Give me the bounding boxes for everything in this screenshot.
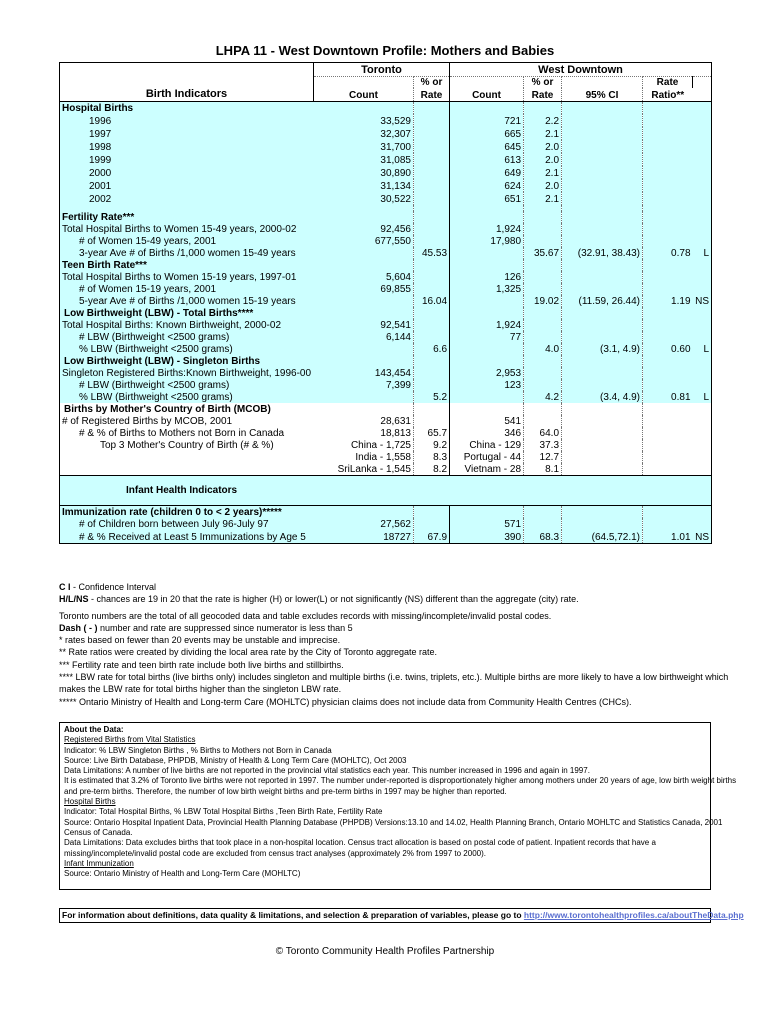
fertility-section: Fertility Rate*** Total Hospital Births to Women 15-49 years, 2000-02 92,456 1,924 # of Women 15-49 years, 2001 677,550 17,980 3-year Ave # of Births /1,000 women 15-49 years 45.53 35.67 (32.91, 38.43) 0.78 L bbox=[60, 211, 712, 259]
ratio-header-2: Ratio** bbox=[643, 88, 693, 101]
about-data-link[interactable]: http://www.torontohealthprofiles.ca/aboutTheData.php bbox=[523, 910, 744, 920]
count-header-2: Count bbox=[450, 88, 524, 101]
lbw-singleton-section: Low Birthweight (LBW) - Singleton Births Singleton Registered Births:Known Birthweight, 1996-00 143,454 2,953 # LBW (Birthweight <2500 grams) 7,399 123 % LBW (Birthweight <2500 grams) 5.2 4.2 (3.4, 4.9) 0.81 L bbox=[60, 355, 712, 403]
table-row: 1998 31,700 645 2.0 bbox=[60, 140, 712, 153]
indicators-table bbox=[59, 62, 712, 544]
ci-header: 95% CI bbox=[562, 88, 643, 101]
immunization-section: Immunization rate (children 0 to < 2 years)***** # of Children born between July 96-July 97 27,562 571 # & % Received at Least 5 Immunizations by Age 5 18727 67.9 390 68.3 (64.5,72.1) 1.01 NS bbox=[60, 505, 712, 543]
pct-header-1: % or bbox=[414, 77, 450, 89]
table-row: 1996 33,529 721 2.2 bbox=[60, 114, 712, 127]
hospital-births-label: Hospital Births bbox=[60, 101, 314, 114]
rate-header-1: Rate bbox=[414, 88, 450, 101]
table-row: 1999 31,085 613 2.0 bbox=[60, 153, 712, 166]
birth-indicators-header: Birth Indicators bbox=[145, 87, 228, 100]
infant-health-heading: Infant Health Indicators bbox=[60, 475, 712, 505]
west-downtown-header: West Downtown bbox=[450, 63, 712, 77]
about-heading: About the Data: bbox=[64, 725, 124, 734]
table-row: 2000 30,890 649 2.1 bbox=[60, 166, 712, 179]
copyright-footer: © Toronto Community Health Profiles Partnership bbox=[275, 946, 495, 957]
ratio-header: Rate bbox=[643, 77, 693, 89]
count-header-1: Count bbox=[314, 88, 414, 101]
table-row: 2002 30,522 651 2.1 bbox=[60, 192, 712, 205]
lbw-total-section: Low Birthweight (LBW) - Total Births**** Total Hospital Births: Known Birthweight, 2000-02 92,541 1,924 # LBW (Birthweight <2500 grams) 6,144 77 % LBW (Birthweight <2500 grams) 6.6 4.0 (3.1, 4.9) 0.60 L bbox=[60, 307, 712, 355]
table-row: 1997 32,307 665 2.1 bbox=[60, 127, 712, 140]
about-the-data-box: About the Data: Registered Births from Vital Statistics Indicator: % LBW Singleton Births , % Births to Mothers not Born in Canada Source: Live Birth Database, PHPDB, Ministry of Health & Long Term Care (MOHLTC), Oct 2003 Data Limitations: A number of live births are not reported in the provincial vital statistics each year. This number increased in 1996 and again in 1997. It is estimated that 3.2% of Toronto live births were not reported in 1997. The number under-reported is disproportionately higher among mothers under 20 years of age, low birth weight births and pre-term births. Therefore, the number of low birth weight births and pre-term births in 1997 may be higher than reported. Hospital Births Indicator: Total Hospital Births, % LBW Total Hospital Births ,Teen Birth Rate, Fertility Rate Source: Ontario Hospital Inpatient Data, Provincial Health Planning Database (PHPDB) Versions:13.10 and 14.02, Health Planning Branch, Ontario MOHLTC and Statistics Canada, 2001 Census of Canada. Data Limitations: Data excludes births that took place in a non-hospital location. Census tract allocation is based on postal code of patient. Inpatient records that have a missing/incomplete/invalid postal code are excluded from census tract analyses (approximately 2% from 1997 to 2000). Infant Immunization Source: Ontario Ministry of Health and Long-Term Care (MOHLTC) bbox=[59, 722, 711, 890]
info-banner: For information about definitions, data quality & limitations, and selection & preparation of variables, please go to http://www.torontohealthprofiles.ca/aboutTheData.php bbox=[59, 908, 711, 923]
hospital-births-section bbox=[60, 101, 712, 211]
pct-header-2: % or bbox=[524, 77, 562, 89]
mcob-section: Births by Mother's Country of Birth (MCOB) # of Registered Births by MCOB, 2001 28,631 541 # & % of Births to Mothers not Born in Canada 18,813 65.7 346 64.0 Top 3 Mother's Country of Birth (# & %) China - 1,725 9.2 China - 129 37.3 India - 1,558 8.3 Portugal - 44 12.7 SriLanka - 1,545 8.2 Vietnam - 28 8.1 bbox=[60, 403, 712, 475]
toronto-header: Toronto bbox=[314, 63, 450, 77]
page-title: LHPA 11 - West Downtown Profile: Mothers and Babies bbox=[215, 43, 555, 58]
rate-header-2: Rate bbox=[524, 88, 562, 101]
table-row: 2001 31,134 624 2.0 bbox=[60, 179, 712, 192]
teen-birth-section: Teen Birth Rate*** Total Hospital Births to Women 15-19 years, 1997-01 5,604 126 # of Women 15-19 years, 2001 69,855 1,325 5-year Ave # of Births /1,000 women 15-19 years 16.04 19.02 (11.59, 26.44) 1.19 NS bbox=[60, 259, 712, 307]
footnotes: C I - Confidence Interval H/L/NS - chances are 19 in 20 that the rate is higher (H) or lower(L) or not significantly (NS) different than the aggregate (city) rate. Toronto numbers are the total of all geocoded data and table excludes records with missing/incomplete/invalid postal codes. Dash ( - ) number and rate are suppressed since numerator is less than 5 * rates based on fewer than 20 events may be unstable and imprecise. ** Rate ratios were created by dividing the local area rate by the City of Toronto aggregate rate. *** Fertility rate and teen birth rate include both live births and stillbirths. **** LBW rate for total births (live births only) includes singleton and multiple births (i.e. twins, triplets, etc.). Multiple births are more likely to have a low birthweight which makes the LBW rate for total births higher than the singleton LBW rate. ***** Ontario Ministry of Health and Long-term Care (MOHLTC) physician claims does not include data from Community Health Centres (CHCs). bbox=[59, 582, 729, 707]
